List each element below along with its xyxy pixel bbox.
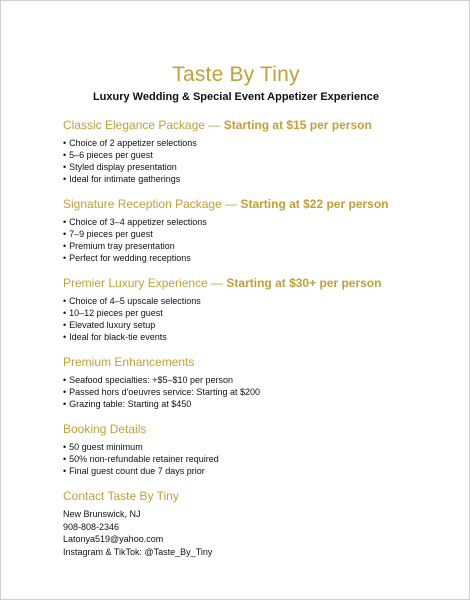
package-heading [63,196,453,212]
list-item: • Grazing table: Starting at $450 [63,398,453,410]
contact-social: Instagram & TikTok: @Taste_By_Tiny [63,546,213,557]
contact-heading: Contact Taste By Tiny [63,489,179,503]
package-price: Starting at $15 per person [223,118,372,132]
package-signature-section [63,196,453,264]
list-item: • 50% non-refundable retainer required [63,453,453,465]
list-item: • Premium tray presentation [63,240,453,252]
list-item: • Choice of 2 appetizer selections [63,137,453,149]
contact-email: Latonya519@yahoo.com [63,534,164,544]
page-subtitle: Luxury Wedding & Special Event Appetizer Experience [92,91,380,103]
list-item: • 50 guest minimum [63,441,453,453]
enhancements-list [63,374,453,410]
package-price: Starting at $30+ per person [226,276,382,290]
page-title: Taste By Tiny [172,63,300,86]
package-price: Starting at $22 per person [240,197,389,211]
package-feature-list [63,295,453,343]
contact-phone: 908-808-2346 [63,521,120,532]
contact-section [63,488,453,558]
package-name: Classic Elegance Package — [63,118,224,132]
list-item: • Perfect for wedding receptions [63,252,453,264]
contact-location: New Brunswick, NJ [63,509,141,519]
package-heading [63,275,453,291]
package-name: Premier Luxury Experience — [63,276,227,290]
booking-section [63,421,453,477]
package-feature-list [63,137,453,185]
list-item: • Styled display presentation [63,161,453,173]
document-content [63,117,453,558]
package-heading [63,117,453,133]
list-item: • Choice of 3–4 appetizer selections [63,216,453,228]
list-item: • 10–12 pieces per guest [63,307,453,319]
list-item: • 5–6 pieces per guest [63,149,453,161]
list-item: • 7–9 pieces per guest [63,228,453,240]
enhancements-heading: Premium Enhancements [63,355,195,369]
package-name: Signature Reception Package — [63,197,241,211]
list-item: • Ideal for intimate gatherings [63,173,453,185]
list-item: • Ideal for black-tie events [63,331,453,343]
list-item: • Final guest count due 7 days prior [63,465,453,477]
list-item: • Choice of 4–5 upscale selections [63,295,453,307]
list-item: • Seafood specialties: +$5–$10 per person [63,374,453,386]
booking-list [63,441,453,477]
package-classic-section [63,117,453,185]
package-premier-section [63,275,453,343]
list-item: • Elevated luxury setup [63,319,453,331]
package-feature-list [63,216,453,264]
list-item: • Passed hors d'oeuvres service: Starting at $200 [63,386,453,398]
booking-heading: Booking Details [63,422,147,436]
enhancements-section [63,354,453,410]
